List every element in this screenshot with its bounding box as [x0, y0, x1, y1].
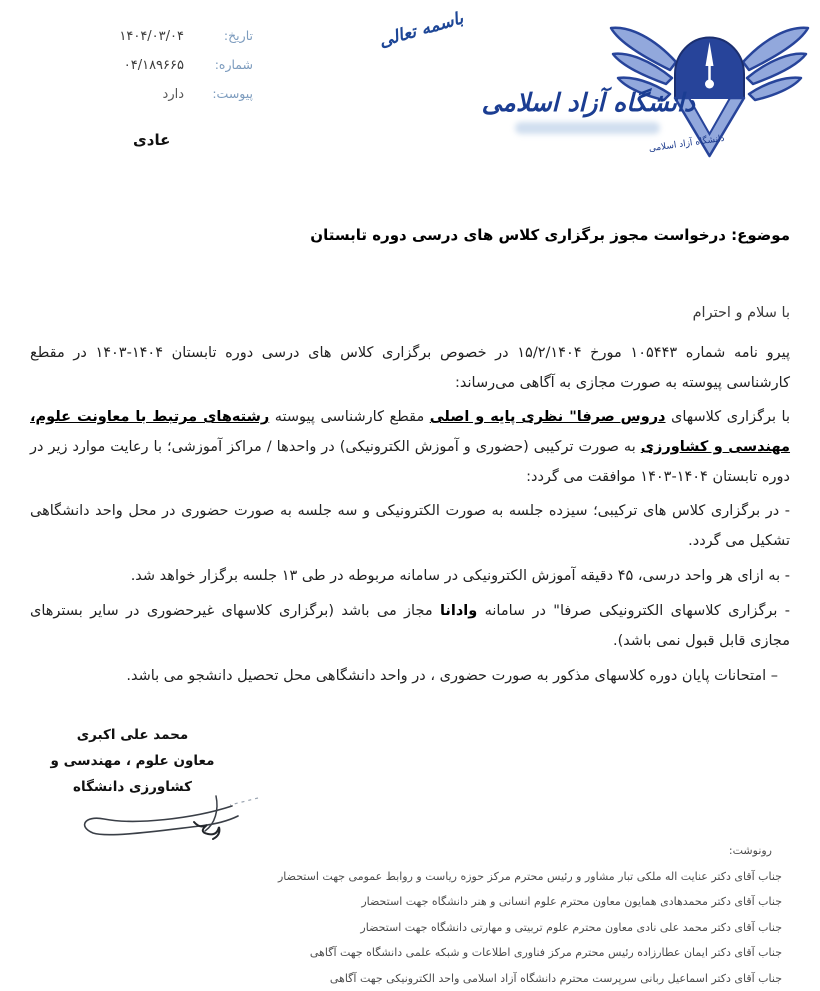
approval-courses-emphasis: دروس صرفا" نظری پایه و اصلی	[430, 409, 666, 425]
cc-block	[20, 838, 790, 991]
vadana-text-1: - برگزاری کلاسهای الکترونیکی صرفا" در سامانه	[477, 603, 790, 619]
paragraph-approval	[30, 402, 790, 492]
classification-label: عادی	[133, 131, 170, 149]
approval-text-1: با برگزاری کلاسهای	[666, 409, 791, 425]
date-label: تاریخ:	[198, 28, 253, 43]
cc-recipient: جناب آقای دکتر ایمان عطارزاده رئیس محترم مرکز فناوری اطلاعات و شبکه علمی دانشگاه جهت آگاهی	[20, 940, 790, 966]
letter-body	[30, 220, 790, 696]
logo-caption: دانشگاه آزاد اسلامی	[648, 132, 725, 154]
university-logo	[607, 4, 812, 169]
number-value: ۰۴/۱۸۹۶۶۵	[124, 58, 184, 73]
meta-date-row	[35, 28, 253, 44]
condition-final-exams: – امتحانات پایان دوره کلاسهای مذکور به صورت حضوری ، در واحد دانشگاهی محل تحصیل دانشجو می باشد.	[30, 661, 790, 691]
salutation: با سلام و احترام	[30, 298, 790, 328]
signer-name: محمد علی اکبری	[30, 722, 235, 748]
cc-recipient-list	[20, 864, 790, 991]
vadana-platform-name: وادانا	[440, 603, 477, 619]
islamic-azad-university-emblem-icon	[607, 4, 812, 169]
approval-text-3: به صورت ترکیبی (حضوری و آموزش الکترونیکی) در واحدها / مراکز آموزشی؛ با رعایت موارد زیر در دوره تابستان ۱۴۰۴-۱۴۰۳ موافقت می گردد:	[30, 439, 790, 485]
cc-recipient: جناب آقای دکتر محمدهادی همایون معاون محترم علوم انسانی و هنر دانشگاه جهت استحضار	[20, 889, 790, 915]
paragraph-reference	[30, 338, 790, 398]
cc-recipient: جناب آقای دکتر عنایت اله ملکی تبار مشاور و رئیس محترم مرکز حوزه ریاست و روابط عمومی جهت استحضار	[20, 864, 790, 890]
approval-text-2: مقطع کارشناسی پیوسته	[269, 409, 430, 425]
meta-number-row	[35, 57, 253, 73]
university-name: دانشگاه آزاد اسلامی	[482, 88, 695, 117]
cc-recipient: جناب آقای دکتر اسماعیل ربانی سرپرست محترم دانشگاه آزاد اسلامی واحد الکترونیکی جهت آگاهی	[20, 966, 790, 991]
subject-line: موضوع: درخواست مجوز برگزاری کلاس های درسی دوره تابستان	[30, 220, 790, 250]
letter-meta-block	[35, 28, 253, 115]
condition-session-length: - به ازای هر واحد درسی، ۴۵ دقیقه آموزش الکترونیکی در سامانه مربوطه در طی ۱۳ جلسه برگزار خواهد شد.	[30, 561, 790, 591]
paragraph-reference-text: پیرو نامه شماره ۱۰۵۴۴۳ مورخ ۱۵/۲/۱۴۰۴ در خصوص برگزاری کلاس های درسی دوره تابستان ۱۴۰۴-۱۴۰۳ در مقطع کارشناسی پیوسته به صورت مجازی به آگاهی می‌رساند:	[30, 345, 790, 391]
condition-vadana-platform	[30, 596, 790, 656]
attachment-label: پیوست:	[198, 86, 253, 101]
cc-label: رونوشت:	[20, 838, 790, 864]
meta-attachment-row	[35, 86, 253, 102]
number-label: شماره:	[198, 57, 253, 72]
approval-fields-emphasis: رشته‌های مرتبط با معاونت علوم، مهندسی و کشاورزی	[30, 409, 790, 455]
cc-recipient: جناب آقای دکتر محمد علی نادی معاون محترم علوم تربیتی و مهارتی دانشگاه جهت استحضار	[20, 915, 790, 941]
date-value: ۱۴۰۴/۰۳/۰۴	[119, 29, 184, 44]
vadana-text-2: مجاز می باشد (برگزاری کلاسهای غیرحضوری در سایر بسترهای مجازی قابل قبول نمی باشد).	[30, 603, 790, 649]
signer-title: معاون علوم ، مهندسی و کشاورزی دانشگاه	[30, 748, 235, 800]
attachment-value: دارد	[163, 87, 184, 102]
condition-hybrid-sessions: - در برگزاری کلاس های ترکیبی؛ سیزده جلسه به صورت الکترونیکی و سه جلسه به صورت حضوری در محل واحد دانشگاهی تشکیل می گردد.	[30, 496, 790, 556]
bismillah-calligraphy: باسمه تعالی	[377, 8, 466, 51]
